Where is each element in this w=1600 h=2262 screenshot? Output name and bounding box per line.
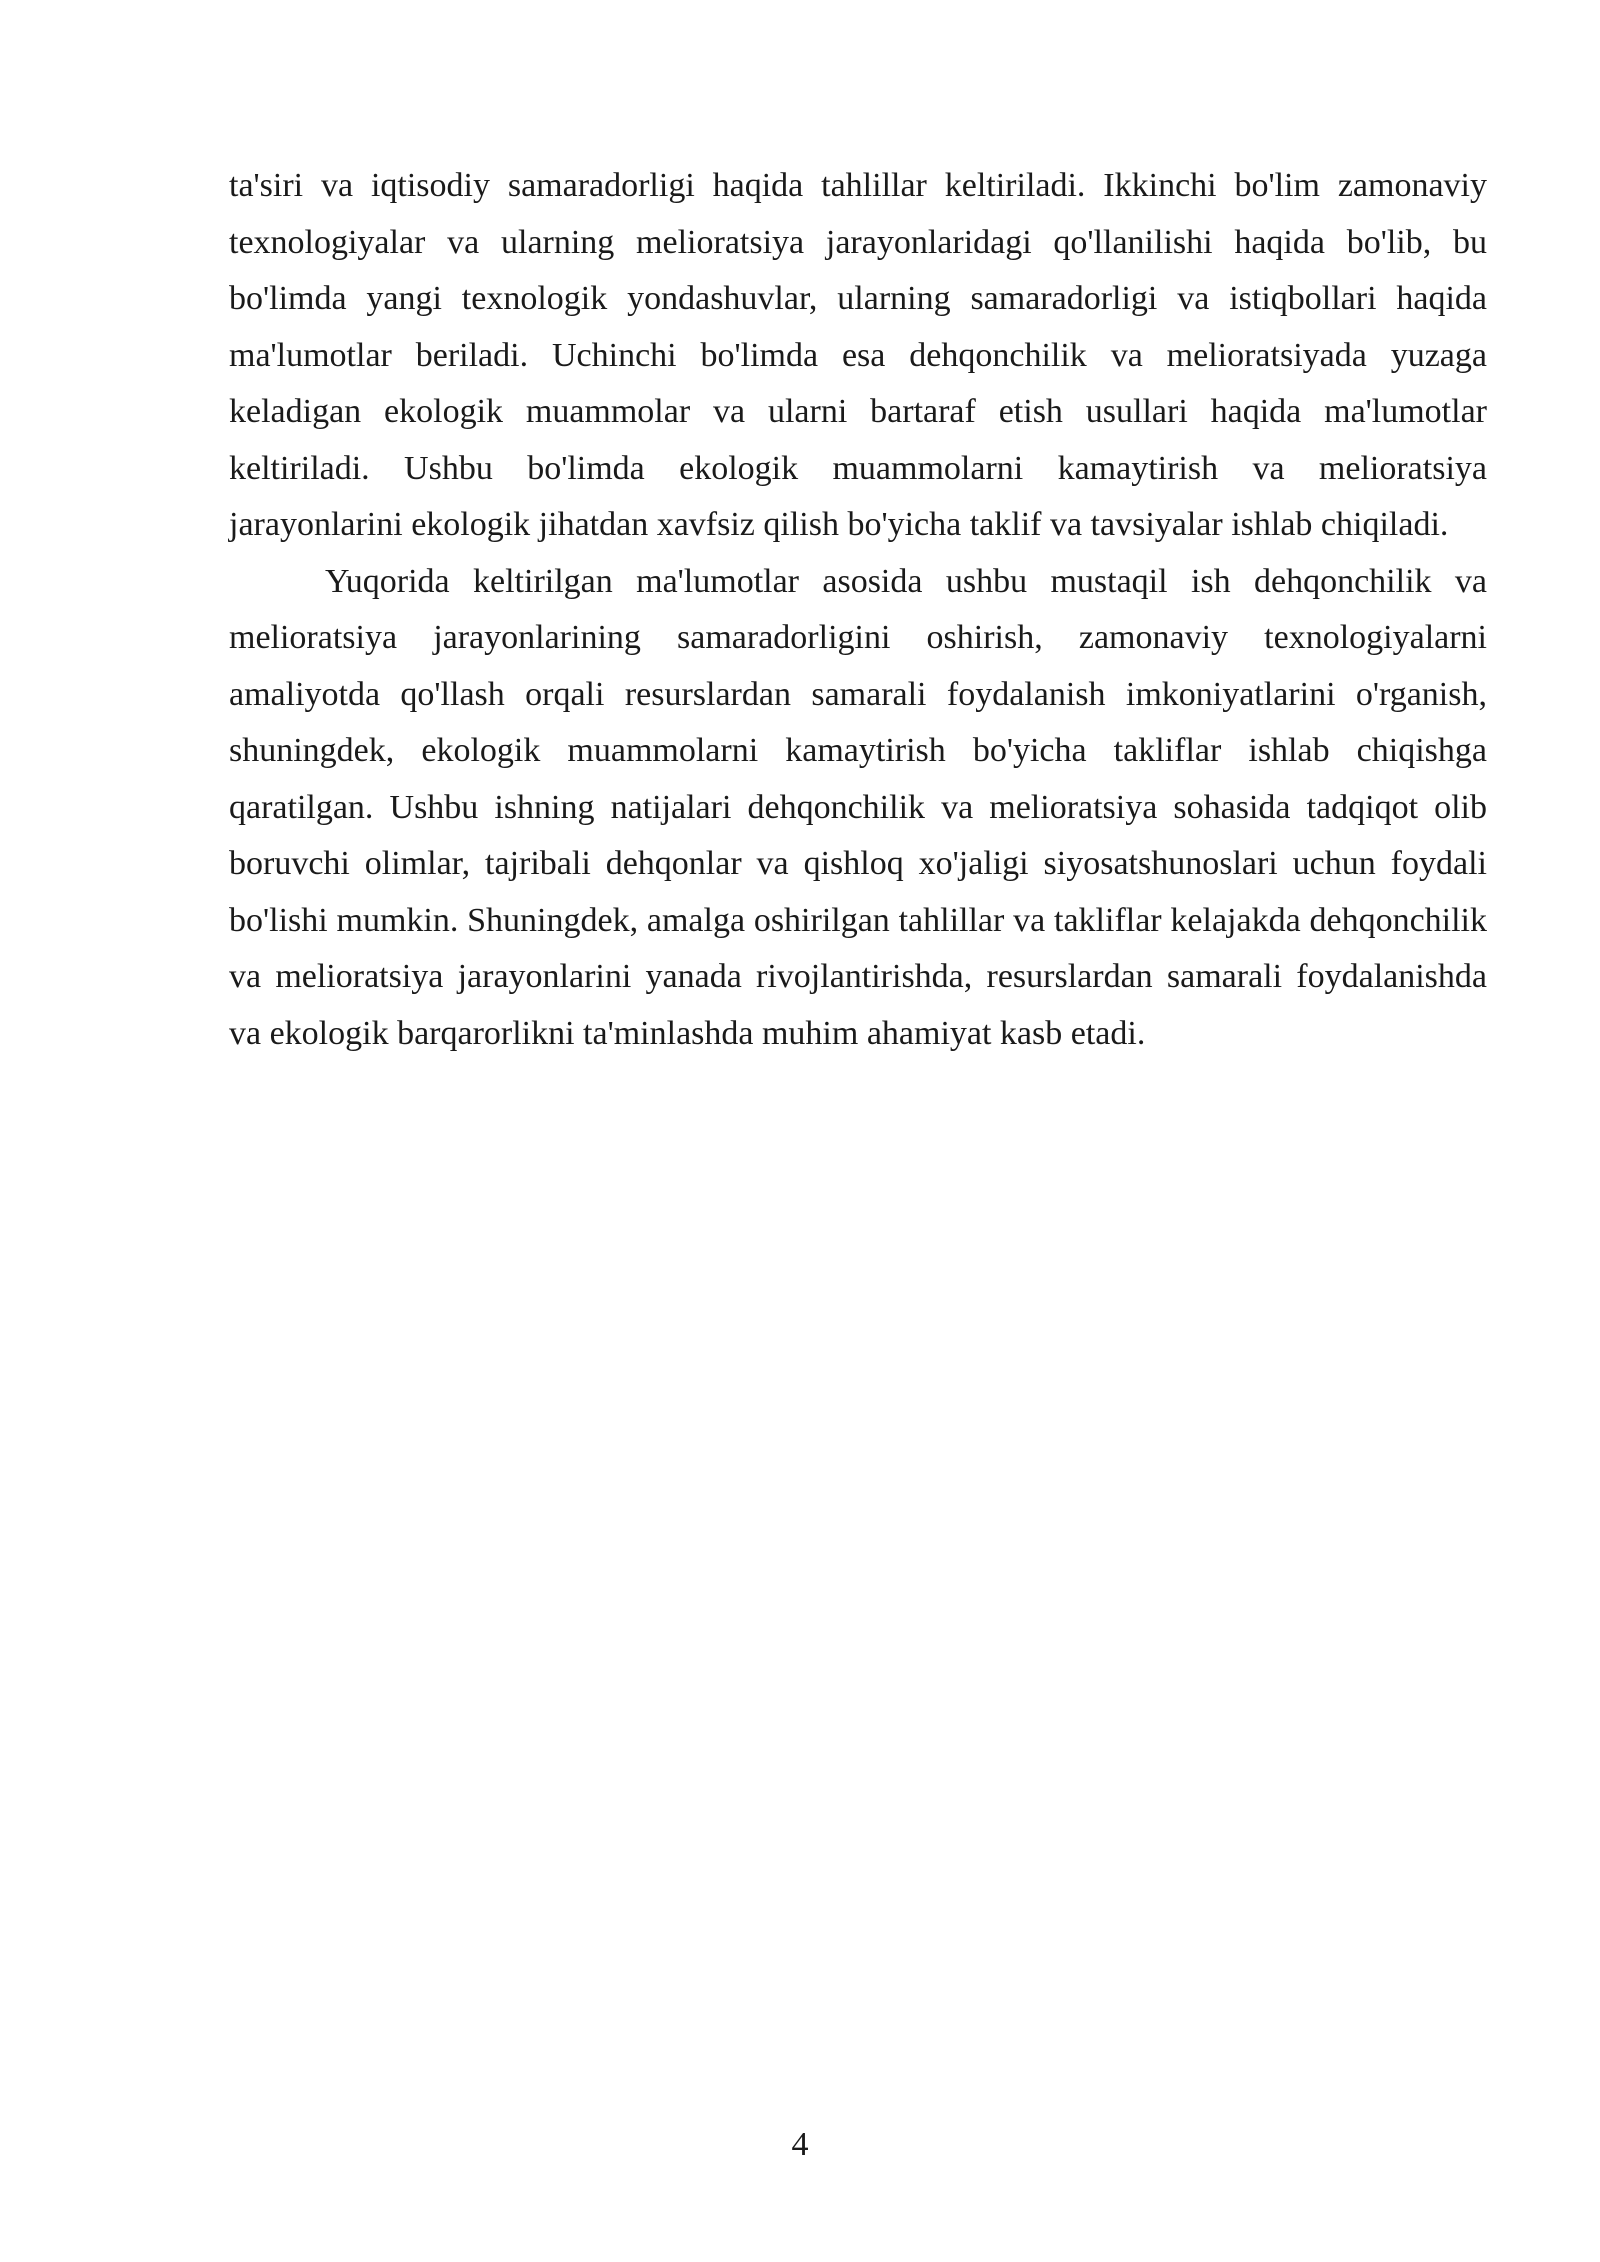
- body-text: [229, 158, 1487, 1062]
- paragraph-continuation: ta'siri va iqtisodiy samaradorligi haqida tahlillar keltiriladi. Ikkinchi bo'lim zamonaviy texnologiyalar va ularning melioratsiya jarayonlaridagi qo'llanilishi haqida bo'lib, bu bo'limda yangi texnologik yondashuvlar, ularning samaradorligi va istiqbollari haqida ma'lumotlar beriladi. Uchinchi bo'limda esa dehqonchilik va melioratsiyada yuzaga keladigan ekologik muammolar va ularni bartaraf etish usullari haqida ma'lumotlar keltiriladi. Ushbu bo'limda ekologik muammolarni kamaytirish va melioratsiya jarayonlarini ekologik jihatdan xavfsiz qilish bo'yicha taklif va tavsiyalar ishlab chiqiladi.: [229, 167, 1487, 543]
- page-number: 4: [791, 2126, 809, 2163]
- paragraph-summary: Yuqorida keltirilgan ma'lumotlar asosida ushbu mustaqil ish dehqonchilik va melioratsiya jarayonlarining samaradorligini oshirish, zamonaviy texnologiyalarni amaliyotda qo'llash orqali resurslardan samarali foydalanish imkoniyatlarini o'rganish, shuningdek, ekologik muammolarni kamaytirish bo'yicha takliflar ishlab chiqishga qaratilgan. Ushbu ishning natijalari dehqonchilik va melioratsiya sohasida tadqiqot olib boruvchi olimlar, tajribali dehqonlar va qishloq xo'jaligi siyosatshunoslari uchun foydali bo'lishi mumkin. Shuningdek, amalga oshirilgan tahlillar va takliflar kelajakda dehqonchilik va melioratsiya jarayonlarini yanada rivojlantirishda, resurslardan samarali foydalanishda va ekologik barqarorlikni ta'minlashda muhim ahamiyat kasb etadi.: [229, 562, 1487, 1052]
